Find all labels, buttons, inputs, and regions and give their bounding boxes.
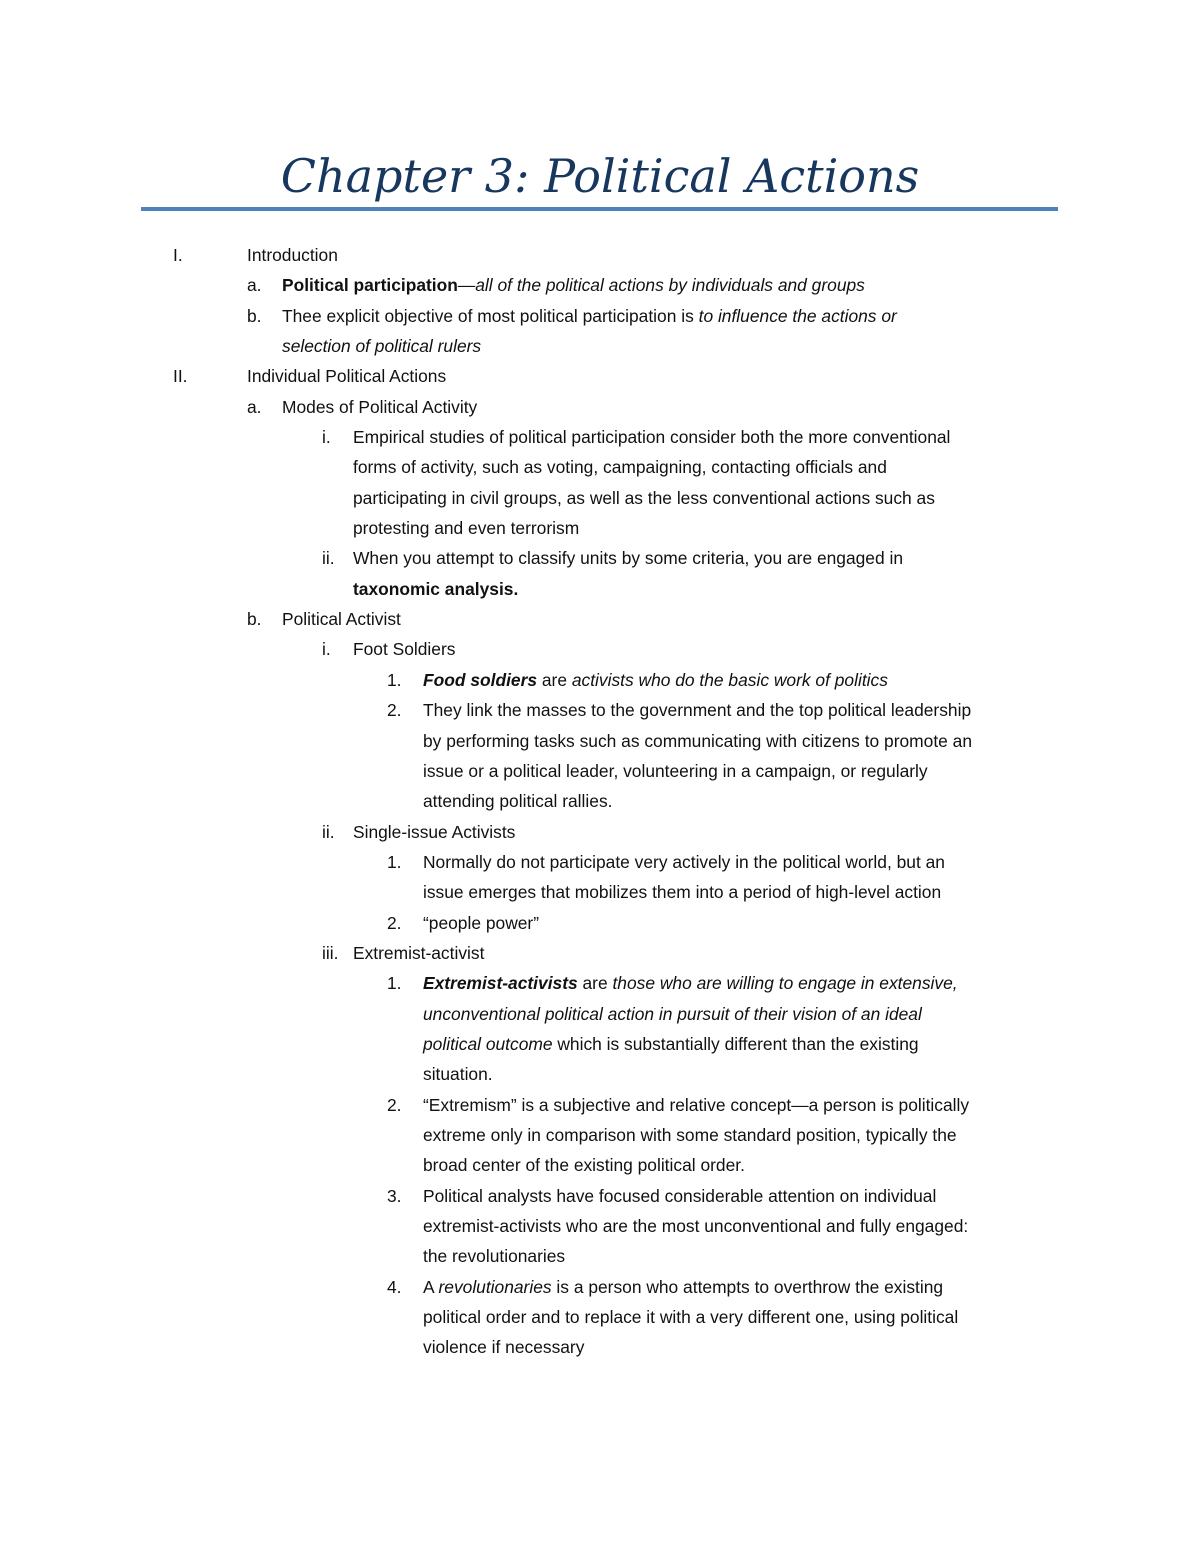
outline-line: [0, 786, 1200, 816]
text-run: violence if necessary: [423, 1337, 585, 1358]
italic-phrase: activists who do the basic work of politics: [571, 669, 888, 690]
outline-marker-roman: II.: [173, 366, 188, 387]
bold-term: Extremist-activists: [423, 973, 578, 994]
outline-text: [353, 452, 887, 482]
outline-line: [0, 301, 1200, 331]
outline-text: [423, 1302, 958, 1332]
text-run: broad center of the existing political order.: [423, 1155, 745, 1176]
text-run: When you attempt to classify units by some criteria, you are engaged in: [353, 548, 904, 569]
outline-line: [0, 968, 1200, 998]
outline-text: [282, 270, 865, 300]
outline-text: [282, 301, 897, 331]
outline-line: [0, 634, 1200, 664]
outline-marker-numeric: 1.: [387, 669, 402, 690]
outline-text: [423, 1029, 919, 1059]
outline-line: [0, 817, 1200, 847]
outline-text: [423, 1241, 565, 1271]
text-run: Thee explicit objective of most political participation is: [282, 305, 699, 326]
outline-text: [282, 392, 477, 422]
outline-line: [0, 1241, 1200, 1271]
outline-marker-numeric: 2.: [387, 700, 402, 721]
outline-line: [0, 908, 1200, 938]
outline-text: [423, 1120, 957, 1150]
outline-line: [0, 1029, 1200, 1059]
outline-text: [353, 543, 903, 573]
outline-text: [423, 908, 539, 938]
text-run: attending political rallies.: [423, 791, 613, 812]
italic-phrase: to influence the actions or: [698, 305, 897, 326]
outline-line: [0, 1090, 1200, 1120]
text-run: A: [423, 1276, 439, 1297]
title-underline: [141, 207, 1058, 211]
outline-marker-roman-lower: i.: [322, 427, 331, 448]
outline-text: [423, 786, 612, 816]
text-run: forms of activity, such as voting, campaigning, contacting officials and: [353, 457, 887, 478]
outline-line: [0, 240, 1200, 270]
italic-phrase: those who are willing to engage in extensive,: [612, 973, 958, 994]
outline-text: [423, 1181, 936, 1211]
outline-marker-alpha: a.: [247, 275, 262, 296]
outline-marker-numeric: 2.: [387, 1094, 402, 1115]
outline-line: [0, 513, 1200, 543]
outline-text: [282, 604, 401, 634]
text-run: issue or a political leader, volunteering in a campaign, or regularly: [423, 760, 928, 781]
italic-phrase: political outcome: [423, 1033, 553, 1054]
text-run: protesting and even terrorism: [353, 518, 580, 539]
text-run: Modes of Political Activity: [282, 396, 478, 417]
outline-marker-numeric: 2.: [387, 912, 402, 933]
outline-line: [0, 726, 1200, 756]
outline-line: [0, 1272, 1200, 1302]
outline-text: [423, 1090, 969, 1120]
text-run: Political Activist: [282, 609, 401, 630]
text-run: by performing tasks such as communicating with citizens to promote an: [423, 730, 973, 751]
outline-text: [353, 817, 515, 847]
outline-line: [0, 1302, 1200, 1332]
text-run: Single-issue Activists: [353, 821, 516, 842]
outline-text: [423, 1211, 968, 1241]
outline-line: [0, 938, 1200, 968]
outline-marker-numeric: 4.: [387, 1276, 402, 1297]
outline-text: [353, 513, 579, 543]
text-run: the revolutionaries: [423, 1246, 566, 1267]
outline-line: [0, 543, 1200, 573]
outline-line: [0, 1211, 1200, 1241]
outline-line: [0, 422, 1200, 452]
outline-text: [423, 1332, 584, 1362]
outline-line: [0, 847, 1200, 877]
outline-line: [0, 452, 1200, 482]
text-run: Individual Political Actions: [247, 366, 447, 387]
outline-line: [0, 756, 1200, 786]
outline-text: [247, 361, 446, 391]
bold-term: taxonomic analysis.: [353, 578, 519, 599]
italic-phrase: selection of political rulers: [282, 336, 482, 357]
outline-marker-roman: I.: [173, 245, 183, 265]
outline-text: [423, 1150, 745, 1180]
outline-line: [0, 1120, 1200, 1150]
text-run: Political analysts have focused considerable attention on individual: [423, 1185, 937, 1206]
text-run: extreme only in comparison with some standard position, typically the: [423, 1124, 957, 1145]
italic-phrase: revolutionaries: [438, 1276, 552, 1297]
outline-marker-alpha: b.: [247, 609, 262, 630]
outline-line: [0, 1332, 1200, 1362]
outline-marker-alpha: b.: [247, 305, 262, 326]
outline-line: [0, 999, 1200, 1029]
outline-marker-numeric: 3.: [387, 1185, 402, 1206]
outline-text: [423, 1059, 493, 1089]
text-run: extremist-activists who are the most unconventional and fully engaged:: [423, 1216, 969, 1236]
outline-text: [423, 1272, 943, 1302]
outline-text: [423, 999, 922, 1029]
outline-text: [353, 938, 484, 968]
text-run: Foot Soldiers: [353, 639, 456, 660]
italic-phrase: unconventional political action in pursuit of their vision of an ideal: [423, 1003, 922, 1024]
outline-marker-numeric: 1.: [387, 851, 402, 872]
outline-line: [0, 483, 1200, 513]
text-run: Introduction: [247, 245, 338, 265]
outline-marker-roman-lower: iii.: [322, 942, 339, 963]
outline-line: [0, 1059, 1200, 1089]
text-run: which is substantially different than the existing: [552, 1033, 919, 1054]
page-title: Chapter 3: Political Actions: [280, 149, 920, 203]
bold-term: Political participation: [282, 275, 458, 296]
outline-line: [0, 574, 1200, 604]
text-run: issue emerges that mobilizes them into a period of high-level action: [423, 882, 942, 903]
outline-text: [282, 331, 481, 361]
outline-marker-roman-lower: ii.: [322, 821, 335, 842]
outline-text: [423, 695, 971, 725]
outline-line: [0, 331, 1200, 361]
text-run: Normally do not participate very actively in the political world, but an: [423, 851, 945, 872]
outline-text: [353, 634, 455, 664]
outline-line: [0, 877, 1200, 907]
text-run: participating in civil groups, as well as the less conventional actions such as: [353, 487, 935, 508]
text-run: “people power”: [423, 912, 540, 933]
outline-marker-numeric: 1.: [387, 973, 402, 994]
text-run: Extremist-activist: [353, 942, 485, 963]
outline-line: [0, 361, 1200, 391]
italic-phrase: —all of the political actions by individuals and groups: [457, 275, 865, 296]
outline-text: [423, 968, 958, 998]
outline-text: [247, 240, 338, 270]
outline-line: [0, 392, 1200, 422]
outline-text: [353, 574, 518, 604]
text-run: are: [537, 669, 572, 690]
outline-line: [0, 1150, 1200, 1180]
outline-text: [423, 726, 972, 756]
outline: [0, 240, 1200, 1363]
outline-line: [0, 1181, 1200, 1211]
text-run: “Extremism” is a subjective and relative concept—a person is politically: [423, 1094, 970, 1115]
outline-line: [0, 270, 1200, 300]
text-run: They link the masses to the government and the top political leadership: [423, 700, 972, 721]
text-run: is a person who attempts to overthrow the existing: [551, 1276, 944, 1297]
text-run: political order and to replace it with a very different one, using political: [423, 1307, 959, 1328]
outline-text: [423, 877, 941, 907]
bold-term: Food soldiers: [423, 669, 538, 690]
outline-line: [0, 695, 1200, 725]
outline-marker-alpha: a.: [247, 396, 262, 417]
outline-line: [0, 604, 1200, 634]
text-run: situation.: [423, 1064, 493, 1085]
outline-text: [423, 665, 888, 695]
text-run: Empirical studies of political participation consider both the more conventional: [353, 427, 951, 448]
text-run: are: [577, 973, 613, 994]
outline-marker-roman-lower: i.: [322, 639, 331, 660]
outline-text: [423, 847, 945, 877]
outline-line: [0, 665, 1200, 695]
outline-text: [353, 422, 950, 452]
outline-text: [353, 483, 935, 513]
outline-text: [423, 756, 928, 786]
outline-marker-roman-lower: ii.: [322, 548, 335, 569]
